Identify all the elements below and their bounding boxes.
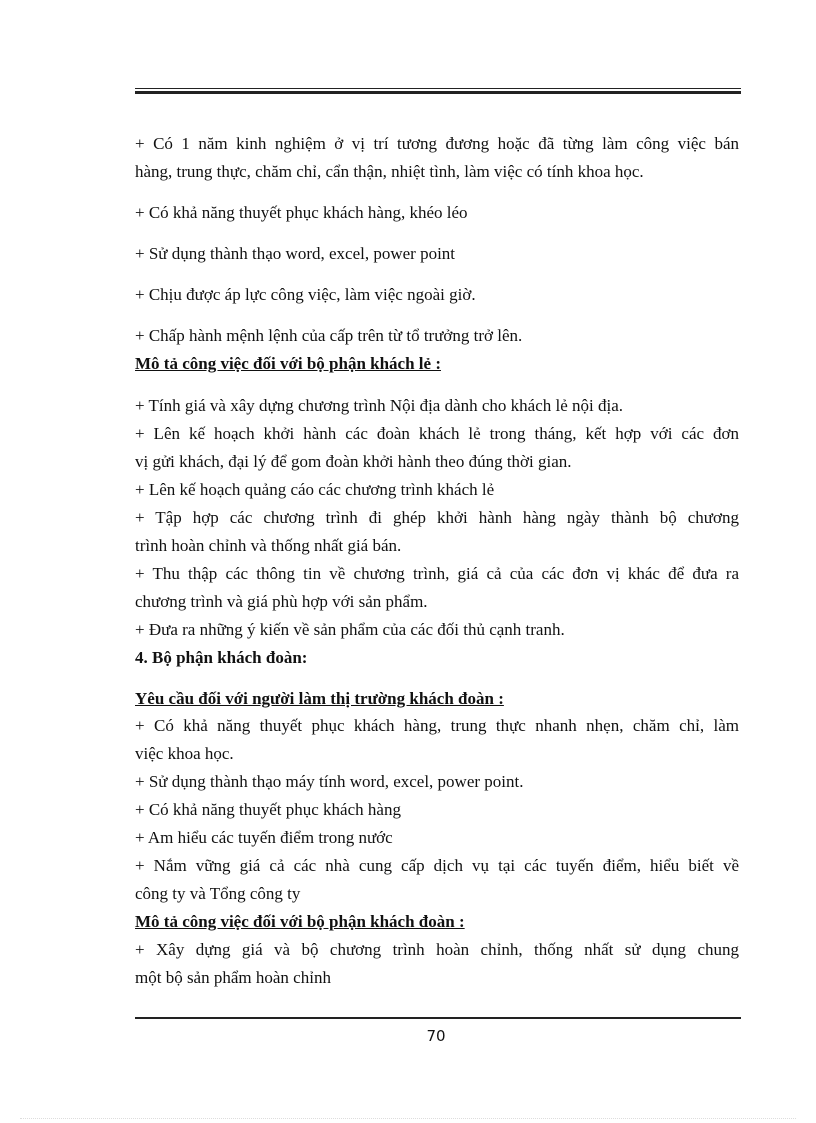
paragraph: + Chịu được áp lực công việc, làm việc ngoài giờ. xyxy=(135,285,476,304)
paragraph-line: + Nắm vững giá cả các nhà cung cấp dịch vụ tại các tuyến điểm, hiểu biết về xyxy=(135,856,739,875)
page-number: 70 xyxy=(426,1027,446,1045)
paragraph-line: chương trình và giá phù hợp với sản phẩm. xyxy=(135,592,428,611)
paragraph-line: + Lên kế hoạch khởi hành các đoàn khách lẻ trong tháng, kết hợp với các đơn xyxy=(135,424,739,443)
paragraph-line: + Có 1 năm kinh nghiệm ở vị trí tương đương hoặc đã từng làm công việc bán xyxy=(135,134,739,153)
page-edge-divider xyxy=(20,1118,796,1119)
paragraph-line: trình hoàn chỉnh và thống nhất giá bán. xyxy=(135,536,402,555)
section-heading: Yêu cầu đối với người làm thị trường khách đoàn : xyxy=(135,689,504,708)
paragraph-line: + Xây dựng giá và bộ chương trình hoàn chỉnh, thống nhất sử dụng chung xyxy=(135,940,739,959)
paragraph-line: một bộ sản phẩm hoàn chỉnh xyxy=(135,968,331,987)
paragraph-line: công ty và Tổng công ty xyxy=(135,884,301,903)
header-rule-thin xyxy=(135,88,741,89)
paragraph: + Sử dụng thành thạo máy tính word, excel, power point. xyxy=(135,772,524,791)
section-heading: Mô tả công việc đối với bộ phận khách đoàn : xyxy=(135,912,465,931)
paragraph: + Đưa ra những ý kiến về sản phẩm của các đối thủ cạnh tranh. xyxy=(135,620,565,639)
paragraph: + Tính giá và xây dựng chương trình Nội địa dành cho khách lẻ nội địa. xyxy=(135,396,624,415)
paragraph-line: hàng, trung thực, chăm chỉ, cẩn thận, nhiệt tình, làm việc có tính khoa học. xyxy=(135,162,644,181)
header-rule-thick xyxy=(135,91,741,94)
paragraph-line: + Thu thập các thông tin về chương trình, giá cả của các đơn vị khác để đưa ra xyxy=(135,564,739,583)
paragraph-line: vị gửi khách, đại lý để gom đoàn khởi hành theo đúng thời gian. xyxy=(135,452,572,471)
paragraph-line: việc khoa học. xyxy=(135,744,234,763)
paragraph-line: + Có khả năng thuyết phục khách hàng, trung thực nhanh nhẹn, chăm chỉ, làm xyxy=(135,716,739,735)
paragraph: + Am hiểu các tuyến điểm trong nước xyxy=(135,828,393,847)
footer-rule xyxy=(135,1017,741,1019)
paragraph: + Lên kế hoạch quảng cáo các chương trình khách lẻ xyxy=(135,480,495,499)
paragraph: + Chấp hành mệnh lệnh của cấp trên từ tổ trưởng trở lên. xyxy=(135,326,523,345)
section-heading: Mô tả công việc đối với bộ phận khách lẻ : xyxy=(135,354,441,373)
paragraph-line: + Tập hợp các chương trình đi ghép khởi hành hàng ngày thành bộ chương xyxy=(135,508,739,527)
paragraph: + Có khả năng thuyết phục khách hàng xyxy=(135,800,401,819)
paragraph: + Sử dụng thành thạo word, excel, power point xyxy=(135,244,456,263)
section-heading: 4. Bộ phận khách đoàn: xyxy=(135,648,308,667)
paragraph: + Có khả năng thuyết phục khách hàng, khéo léo xyxy=(135,203,468,222)
